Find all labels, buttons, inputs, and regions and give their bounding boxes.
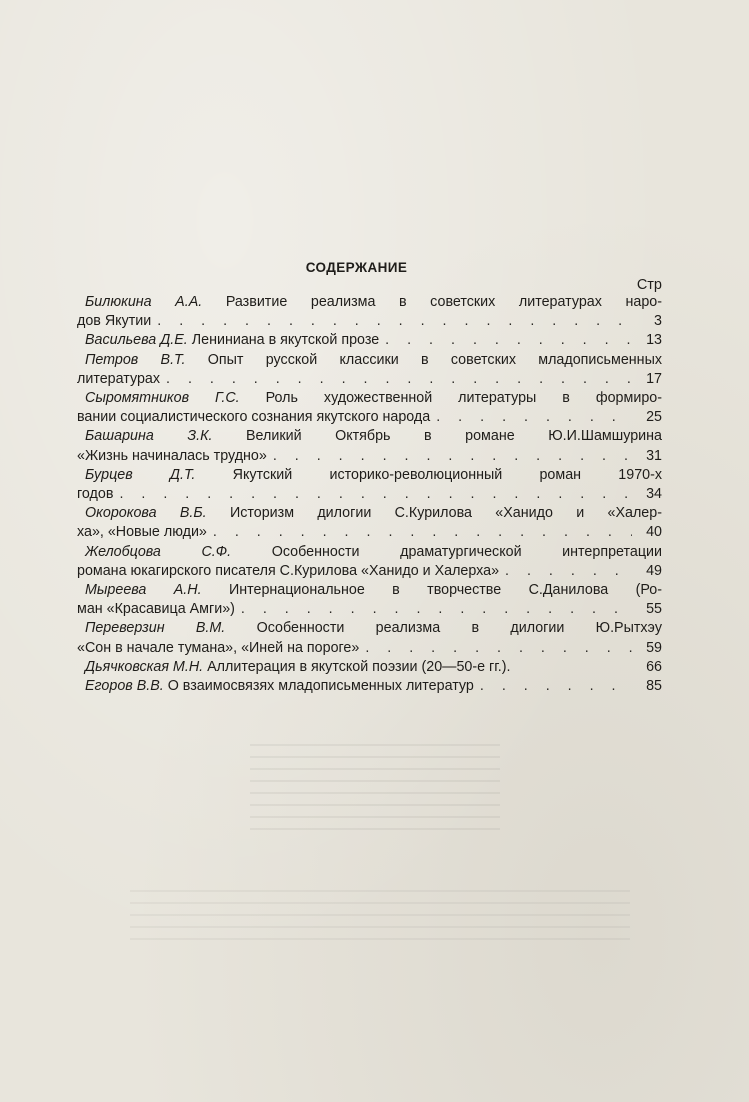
- toc-entry-first-line: [85, 581, 662, 600]
- toc-entry-page: 66: [646, 658, 662, 675]
- toc-entry-title: Опыт русской классики в советских младописьменных: [207, 351, 662, 368]
- toc-entry-continuation: [77, 562, 662, 581]
- toc-entry-continuation: [77, 639, 662, 658]
- faded-print-through: [130, 880, 630, 940]
- toc-entry: [77, 351, 662, 389]
- toc-leader-dots: [430, 408, 632, 427]
- toc-entry-title: О взаимосвязях младописьменных литератур: [167, 678, 474, 695]
- toc-entry-continuation: [77, 600, 662, 619]
- toc-entry-page: 25: [646, 409, 662, 426]
- toc-entry-title: Развитие реализма в советских литературах наро-: [225, 294, 662, 310]
- toc-entry-author: Петров В.Т.: [85, 351, 186, 368]
- toc-entry-title: Историзм дилогии С.Курилова «Ханидо и «Халер-: [229, 505, 662, 522]
- toc-entry-continuation: [77, 485, 662, 504]
- toc-entry-line: [85, 677, 662, 696]
- toc-entry: [85, 331, 662, 350]
- toc-entry: [77, 581, 662, 619]
- toc-entry-page: 49: [646, 562, 662, 579]
- toc-entry: [77, 427, 662, 465]
- toc-entry-title: Аллитерация в якутской поэзии (20—50-е гг.).: [207, 658, 511, 675]
- toc-title: СОДЕРЖАНИЕ: [305, 260, 408, 275]
- toc-entry: [77, 389, 662, 427]
- toc-entry-author: Переверзин В.М.: [85, 620, 226, 637]
- toc-entry-line: [85, 331, 662, 350]
- toc-leader-dots: [499, 562, 632, 581]
- table-of-contents: [77, 293, 663, 696]
- toc-entry-author: Желобцова С.Ф.: [85, 543, 232, 560]
- toc-entry-title-continuation: дов Якутии: [77, 313, 152, 330]
- toc-entry-author: Бурцев Д.Т.: [85, 466, 196, 483]
- toc-entry-title-continuation: романа юкагирского писателя С.Курилова «Ханидо и Халерха»: [77, 562, 500, 579]
- toc-leader-dots: [267, 447, 632, 466]
- toc-entry: [77, 619, 663, 657]
- toc-entry-title: Великий Октябрь в романе Ю.И.Шамшурина: [246, 428, 662, 445]
- toc-entry-first-line: [85, 351, 662, 370]
- toc-leader-dots: [113, 485, 632, 504]
- toc-entry-first-line: [85, 427, 662, 446]
- toc-entry-title: Интернациональное в творчестве С.Данилова (Ро-: [228, 582, 662, 599]
- toc-entry-title-continuation: ман «Красавица Амги»): [77, 601, 235, 618]
- toc-entry-continuation: [77, 370, 662, 389]
- toc-leader-dots: [151, 312, 632, 331]
- toc-entry-text: [85, 677, 474, 696]
- toc-leader-dots: [160, 370, 632, 389]
- toc-leader-dots: [359, 639, 632, 658]
- toc-entry-title-continuation: «Жизнь начиналась трудно»: [77, 447, 267, 464]
- toc-entry-title-continuation: вании социалистического сознания якутского народа: [77, 409, 431, 426]
- toc-entry-page: 17: [646, 370, 662, 387]
- toc-entry: [85, 658, 662, 677]
- toc-entry-author: Башарина З.К.: [85, 428, 213, 445]
- toc-entry-continuation: [77, 447, 662, 466]
- toc-entry: [77, 543, 662, 581]
- toc-entry-first-line: [85, 389, 662, 408]
- toc-entry-first-line: [85, 293, 662, 312]
- toc-entry-title-continuation: годов: [77, 486, 114, 503]
- toc-entry-first-line: [85, 543, 662, 562]
- toc-leader-dots: [379, 331, 632, 350]
- toc-entry-text: [85, 331, 379, 350]
- toc-entry-author: Егоров В.В.: [85, 678, 164, 695]
- toc-entry-author: Мыреева А.Н.: [85, 582, 202, 599]
- toc-entry-title-continuation: «Сон в начале тумана», «Иней на пороге»: [77, 639, 360, 656]
- toc-entry-title: Роль художественной литературы в формиро-: [265, 390, 662, 407]
- toc-entry: [77, 466, 663, 504]
- toc-entry-page: 85: [646, 678, 662, 695]
- toc-entry-page: 40: [646, 524, 662, 541]
- toc-entry-title: Особенности драматургической интерпретации: [271, 543, 662, 560]
- toc-entry-author: Сыромятников Г.С.: [85, 390, 240, 407]
- toc-entry-line: [85, 658, 662, 677]
- toc-entry-title: Лениниана в якутской прозе: [191, 332, 380, 349]
- toc-leader-dots: [474, 677, 632, 696]
- toc-entry-author: Васильева Д.Е.: [85, 332, 188, 349]
- page-column-label: Стр: [636, 277, 662, 293]
- toc-leader-dots: [207, 523, 632, 542]
- toc-entry-page: 34: [646, 486, 662, 503]
- toc-entry-author: Окорокова В.Б.: [85, 505, 207, 522]
- toc-entry: [77, 504, 662, 542]
- toc-entry-page: 3: [654, 313, 662, 330]
- toc-entry-text: [85, 658, 510, 677]
- toc-entry-title: Якутский историко-революционный роман 1970-х: [232, 466, 663, 483]
- toc-entry-author: Дьячковская М.Н.: [85, 658, 204, 675]
- toc-entry-first-line: [85, 619, 662, 638]
- toc-entry-page: 31: [646, 447, 662, 464]
- toc-entry-page: 59: [646, 639, 662, 656]
- toc-entry-continuation: [77, 408, 662, 427]
- toc-leader-dots: [235, 600, 632, 619]
- toc-entry-first-line: [85, 466, 662, 485]
- toc-entry-title-continuation: ха», «Новые люди»: [77, 524, 207, 541]
- faded-stamp-mark: [250, 740, 500, 830]
- toc-entry-page: 13: [646, 332, 662, 349]
- toc-entry-title-continuation: литературах: [77, 370, 161, 387]
- toc-entry: [85, 677, 662, 696]
- toc-entry-title: Особенности реализма в дилогии Ю.Рытхэу: [256, 620, 663, 637]
- toc-entry-author: Билюкина А.А.: [85, 294, 203, 310]
- toc-entry-page: 55: [646, 601, 662, 618]
- toc-entry: [77, 293, 662, 331]
- toc-entry-first-line: [85, 504, 662, 523]
- toc-entry-continuation: [77, 523, 662, 542]
- toc-entry-continuation: [77, 312, 662, 331]
